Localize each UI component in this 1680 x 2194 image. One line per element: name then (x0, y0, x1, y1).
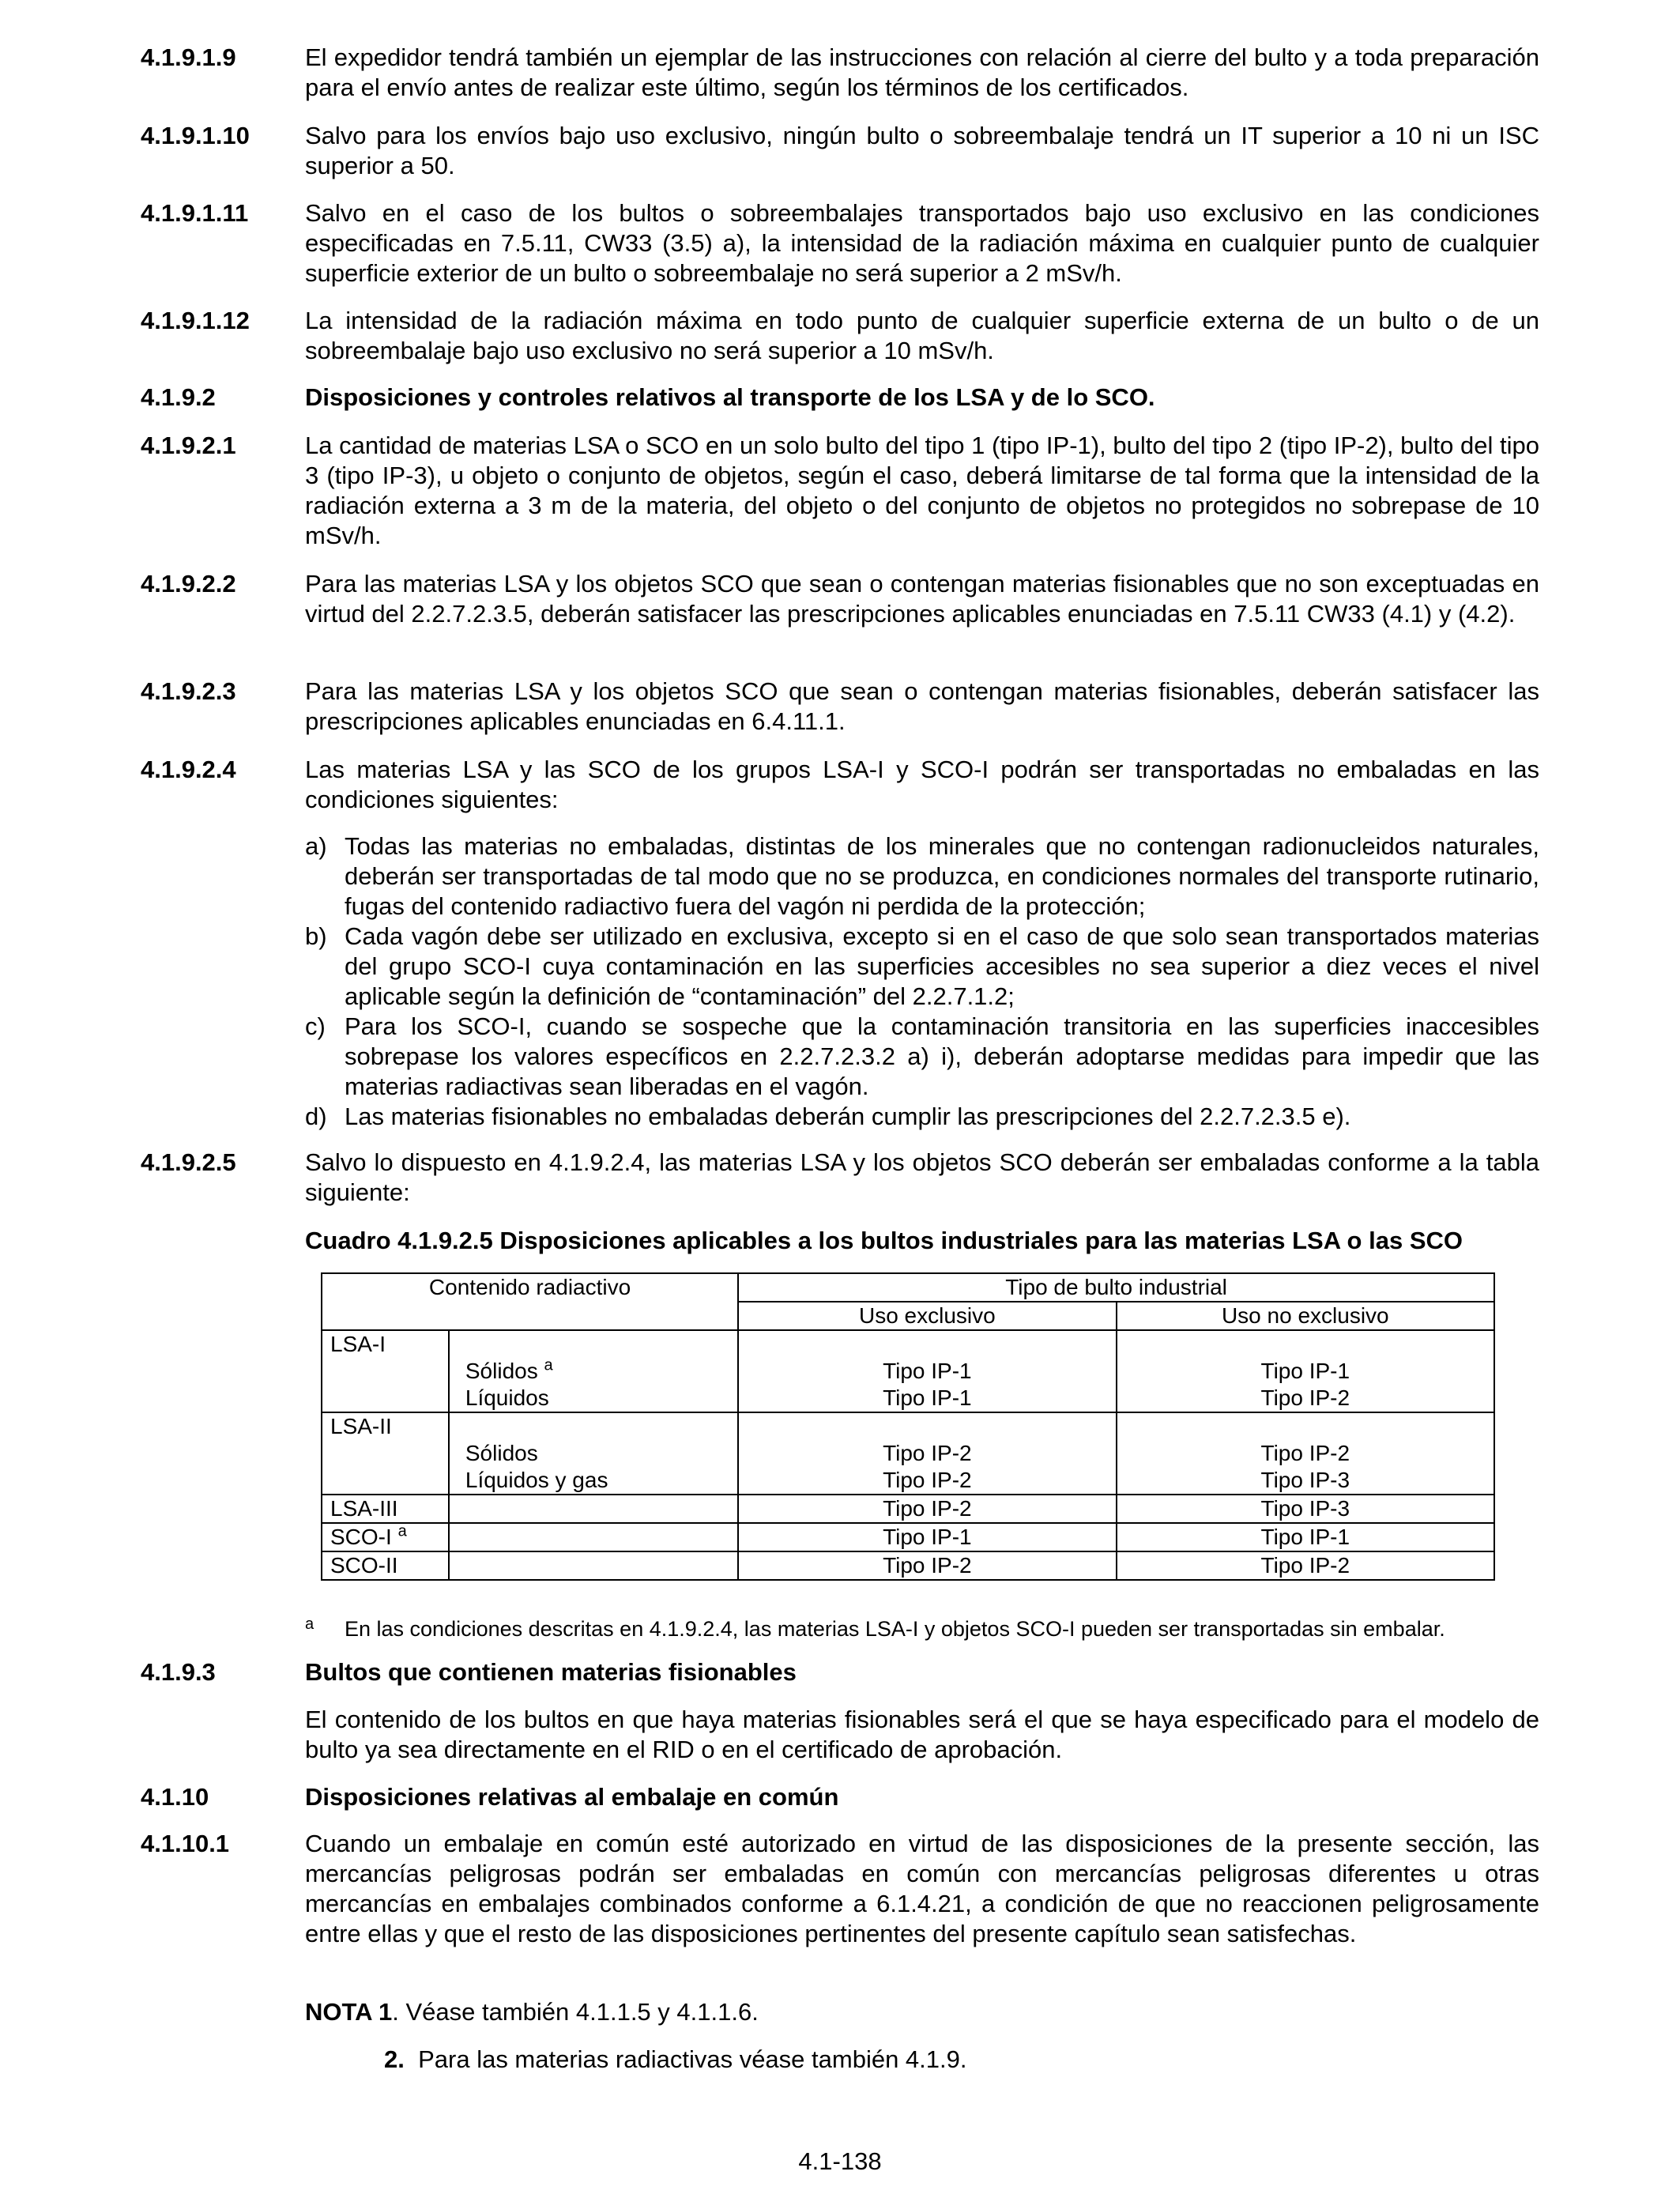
paragraph-text: La intensidad de la radiación máxima en todo punto de cualquier superficie externa de un bulto o de un sobreembalaje bajo uso exclusivo no será superior a 10 mSv/h. (305, 307, 1539, 364)
section-title: Disposiciones y controles relativos al transporte de los LSA y de lo SCO. (305, 383, 1155, 411)
table-row (322, 1412, 1494, 1495)
header-non-exclusive: Uso no exclusivo (1117, 1302, 1494, 1330)
row-label: LSA-III (322, 1495, 449, 1523)
page-number: 4.1-138 (798, 2147, 882, 2175)
list-item-text: Cada vagón debe ser utilizado en exclusiva, excepto si en el caso de que solo sean transportados materias del grupo SCO-I cuya contaminación en las superficies accesibles no sea superior a diez veces el nivel aplicable según la definición de “contaminación” del 2.2.7.1.2; (345, 922, 1539, 1010)
footnote-mark: a (397, 1522, 407, 1540)
section-number: 4.1.9.2 (141, 383, 216, 411)
row-sublabels (449, 1412, 738, 1495)
paragraph-4-1-9-1-11 (141, 198, 1539, 288)
note-2 (384, 2045, 1539, 2075)
paragraph-text: Salvo lo dispuesto en 4.1.9.2.4, las materias LSA y los objetos SCO deberán ser embaladas conforme a la tabla siguiente: (305, 1148, 1539, 1206)
paragraph-4-1-9-2-3 (141, 677, 1539, 737)
row-label: SCO-II (322, 1551, 449, 1580)
list-item-text: Las materias fisionables no embaladas deberán cumplir las prescripciones del 2.2.7.2.3.5 e). (345, 1103, 1351, 1130)
header-content: Contenido radiactivo (322, 1273, 738, 1330)
row-label-text: LSA-I (330, 1332, 386, 1356)
section-heading-4-1-9-3 (141, 1657, 1539, 1687)
cell-value: Tipo IP-1 (883, 1359, 972, 1383)
cell-non-exclusive (1117, 1412, 1494, 1495)
cell-non-exclusive (1117, 1330, 1494, 1412)
cell-value: Tipo IP-2 (1260, 1441, 1350, 1465)
sublabel-solid: Sólidos (465, 1359, 538, 1383)
paragraph-4-1-9-1-9 (141, 43, 1539, 103)
conditions-list (305, 831, 1539, 1132)
paragraph-text: El expedidor tendrá también un ejemplar de las instrucciones con relación al cierre del bulto y a toda preparación para el envío antes de realizar este último, según los términos de los certificados. (305, 43, 1539, 101)
list-item-label: c) (305, 1012, 326, 1040)
row-label-text: LSA-II (330, 1414, 392, 1438)
paragraph-number: 4.1.9.2.1 (141, 432, 236, 459)
paragraph-4-1-9-1-12 (141, 306, 1539, 366)
table-row (322, 1523, 1494, 1551)
packaging-table (321, 1272, 1495, 1581)
paragraph-number: 4.1.9.2.3 (141, 677, 236, 705)
cell-non-exclusive: Tipo IP-3 (1117, 1495, 1494, 1523)
list-item-text: Todas las materias no embaladas, distintas de los minerales que no contengan radionucleidos naturales, deberán ser transportadas de tal modo que no se produzca, en condiciones normales del transporte rutinario, fugas del contenido radiactivo fuera del vagón ni perdida de la protección; (345, 832, 1539, 920)
note-1 (305, 1997, 1539, 2027)
row-empty (449, 1551, 738, 1580)
sublabel-liquid: Líquidos (465, 1385, 549, 1410)
paragraph-text: Salvo para los envíos bajo uso exclusivo, ningún bulto o sobreembalaje tendrá un IT superior a 10 ni un ISC superior a 50. (305, 122, 1539, 179)
cell-non-exclusive: Tipo IP-1 (1117, 1523, 1494, 1551)
header-package-type: Tipo de bulto industrial (738, 1273, 1494, 1302)
paragraph-number: 4.1.9.2.4 (141, 756, 236, 783)
footnote-mark: a (305, 1615, 315, 1633)
cell-exclusive (738, 1330, 1116, 1412)
table-row (322, 1495, 1494, 1523)
cell-value: Tipo IP-3 (1260, 1468, 1350, 1492)
table-header-row (322, 1273, 1494, 1302)
sublabel-liquid-gas: Líquidos y gas (465, 1468, 608, 1492)
paragraph-4-1-10-1 (141, 1829, 1539, 1949)
paragraph-4-1-9-2-4 (141, 755, 1539, 815)
table-caption: Cuadro 4.1.9.2.5 Disposiciones aplicables a los bultos industriales para las materias LSA o las SCO (305, 1227, 1463, 1254)
paragraph-number: 4.1.10.1 (141, 1830, 230, 1857)
section-title: Disposiciones relativas al embalaje en común (305, 1783, 839, 1811)
footnote-text: En las condiciones descritas en 4.1.9.2.4, las materias LSA-I y objetos SCO-I pueden ser transportadas sin embalar. (345, 1617, 1445, 1641)
row-label (322, 1330, 449, 1412)
section-number: 4.1.9.3 (141, 1658, 216, 1686)
paragraph-text: Para las materias LSA y los objetos SCO que sean o contengan materias fisionables que no son exceptuadas en virtud del 2.2.7.2.3.5, deberán satisfacer las prescripciones aplicables enunciadas en 7.5.11 CW33 (4.1) y (4.2). (305, 570, 1539, 628)
note-text: . Véase también 4.1.1.5 y 4.1.1.6. (392, 1998, 759, 2026)
cell-value: Tipo IP-2 (883, 1441, 972, 1465)
paragraph-number: 4.1.9.1.12 (141, 307, 250, 334)
row-label-text: SCO-I (330, 1525, 392, 1549)
table-footnote (305, 1614, 1539, 1644)
note-label: NOTA 1 (305, 1998, 393, 2026)
paragraph-text: Las materias LSA y las SCO de los grupos LSA-I y SCO-I podrán ser transportadas no embaladas en las condiciones siguientes: (305, 756, 1539, 813)
cell-value: Tipo IP-2 (1260, 1385, 1350, 1410)
paragraph-text: Salvo en el caso de los bultos o sobreembalajes transportados bajo uso exclusivo en las condiciones especificadas en 7.5.11, CW33 (3.5) a), la intensidad de la radiación máxima en cualquier punto de cualquier superficie exterior de un bulto o sobreembalaje no será superior a 2 mSv/h. (305, 199, 1539, 287)
cell-value: Tipo IP-1 (883, 1385, 972, 1410)
list-item-label: b) (305, 922, 327, 950)
list-item (305, 1102, 1539, 1132)
cell-exclusive (738, 1412, 1116, 1495)
footnote-mark: a (544, 1356, 553, 1374)
sublabel-solid: Sólidos (465, 1441, 538, 1465)
paragraph-number: 4.1.9.2.5 (141, 1148, 236, 1176)
section-number: 4.1.10 (141, 1783, 209, 1811)
row-empty (449, 1523, 738, 1551)
row-sublabels (449, 1330, 738, 1412)
row-label (322, 1523, 449, 1551)
paragraph-number: 4.1.9.2.2 (141, 570, 236, 598)
list-item-text: Para los SCO-I, cuando se sospeche que la contaminación transitoria en las superficies inaccesibles sobrepase los valores específicos en 2.2.7.2.3.2 a) i), deberán adoptarse medidas para impedir que las materias radiactivas sean liberadas en el vagón. (345, 1012, 1539, 1100)
paragraph-text: Para las materias LSA y los objetos SCO que sean o contengan materias fisionables, deberán satisfacer las prescripciones aplicables enunciadas en 6.4.11.1. (305, 677, 1539, 735)
paragraph-text: El contenido de los bultos en que haya materias fisionables será el que se haya especificado para el modelo de bulto ya sea directamente en el RID o en el certificado de aprobación. (305, 1706, 1539, 1763)
section-title: Bultos que contienen materias fisionables (305, 1658, 797, 1686)
paragraph-text: Cuando un embalaje en común esté autorizado en virtud de las disposiciones de la presente sección, las mercancías peligrosas podrán ser embaladas en común con mercancías peligrosas diferentes u otras mercancías en embalajes combinados conforme a 6.1.4.21, a condición de que no reaccionen peligrosamente entre ellas y que el resto de las disposiciones pertinentes del presente capítulo sean satisfechas. (305, 1830, 1539, 1947)
paragraph-number: 4.1.9.1.10 (141, 122, 250, 149)
cell-exclusive: Tipo IP-1 (738, 1523, 1116, 1551)
row-empty (449, 1495, 738, 1523)
note-label: 2. (384, 2045, 405, 2073)
paragraph-4-1-9-2-2 (141, 569, 1539, 629)
cell-exclusive: Tipo IP-2 (738, 1551, 1116, 1580)
paragraph-4-1-9-2-1 (141, 431, 1539, 551)
list-item-label: a) (305, 832, 327, 860)
table-row (322, 1551, 1494, 1580)
paragraph-4-1-9-1-10 (141, 121, 1539, 181)
list-item (305, 1012, 1539, 1102)
list-item (305, 831, 1539, 922)
cell-exclusive: Tipo IP-2 (738, 1495, 1116, 1523)
paragraph-number: 4.1.9.1.11 (141, 199, 249, 227)
row-label (322, 1412, 449, 1495)
header-exclusive: Uso exclusivo (738, 1302, 1116, 1330)
cell-value: Tipo IP-2 (883, 1468, 972, 1492)
cell-value: Tipo IP-1 (1260, 1359, 1350, 1383)
table-row (322, 1330, 1494, 1412)
section-heading-4-1-9-2 (141, 383, 1539, 413)
section-heading-4-1-10 (141, 1782, 1539, 1812)
cell-non-exclusive: Tipo IP-2 (1117, 1551, 1494, 1580)
list-item (305, 922, 1539, 1012)
note-text: Para las materias radiactivas véase también 4.1.9. (418, 2045, 967, 2073)
paragraph-number: 4.1.9.1.9 (141, 43, 236, 71)
paragraph-fissile-content (141, 1705, 1539, 1765)
paragraph-text: La cantidad de materias LSA o SCO en un solo bulto del tipo 1 (tipo IP-1), bulto del tipo 2 (tipo IP-2), bulto del tipo 3 (tipo IP-3), u objeto o conjunto de objetos, según el caso, deberá limitarse de tal forma que la intensidad de la radiación externa a 3 m de la materia, del objeto o del conjunto de objetos no protegidos no sobrepase de 10 mSv/h. (305, 432, 1539, 549)
paragraph-4-1-9-2-5 (141, 1148, 1539, 1208)
list-item-label: d) (305, 1103, 327, 1130)
